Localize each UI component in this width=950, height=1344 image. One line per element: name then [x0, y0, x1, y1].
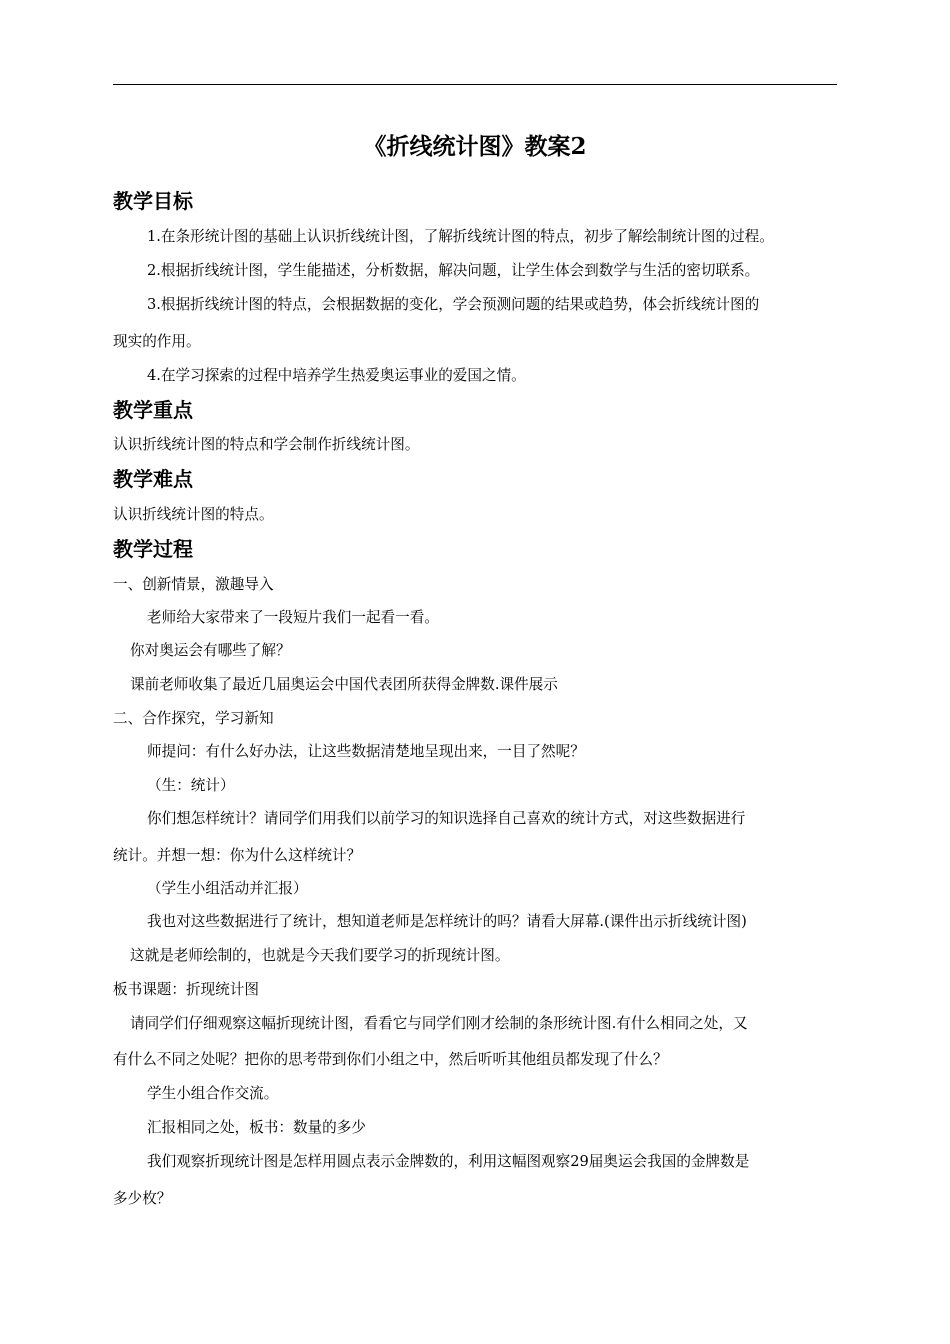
process-line: 请同学们仔细观察这幅折现统计图，看看它与同学们刚才绘制的条形统计图.有什么相同之处，又 [130, 1015, 748, 1032]
key-points-text: 认识折线统计图的特点和学会制作折线统计图。 [113, 436, 420, 453]
header-rule [113, 84, 837, 85]
document-title: 《折线统计图》教案2 [363, 133, 587, 160]
process-line: 老师给大家带来了一段短片我们一起看一看。 [147, 609, 439, 626]
process-line: 我也对这些数据进行了统计，想知道老师是怎样统计的吗？请看大屏幕.(课件出示折线统计图) [147, 913, 747, 930]
process-heading: 教学过程 [113, 537, 193, 561]
objective-item-continuation: 现实的作用。 [113, 333, 201, 350]
process-line: 课前老师收集了最近几届奥运会中国代表团所获得金牌数.课件展示 [130, 676, 558, 693]
process-line-continuation: 多少枚？ [113, 1190, 172, 1207]
process-line: 板书课题：折现统计图 [113, 981, 259, 998]
objective-item: 3.根据折线统计图的特点，会根据数据的变化，学会预测问题的结果或趋势，体会折线统计图的 [147, 296, 760, 313]
objectives-heading: 教学目标 [113, 189, 193, 213]
process-line: 汇报相同之处，板书：数量的多少 [147, 1119, 366, 1136]
process-line: 你们想怎样统计？请同学们用我们以前学习的知识选择自己喜欢的统计方式，对这些数据进行 [147, 810, 746, 827]
process-line: （生：统计） [147, 777, 235, 794]
key-points-heading: 教学重点 [113, 398, 193, 422]
process-line: 你对奥运会有哪些了解？ [130, 642, 291, 659]
process-line: 师提问：有什么好办法，让这些数据清楚地呈现出来，一目了然呢？ [147, 743, 585, 760]
objective-item: 1.在条形统计图的基础上认识折线统计图，了解折线统计图的特点，初步了解绘制统计图的过程。 [147, 228, 774, 245]
process-line: 我们观察折现统计图是怎样用圆点表示金牌数的，利用这幅图观察29届奥运会我国的金牌数是 [147, 1153, 750, 1170]
objective-item: 4.在学习探索的过程中培养学生热爱奥运事业的爱国之情。 [147, 367, 526, 384]
process-line: 这就是老师绘制的，也就是今天我们要学习的折现统计图。 [130, 947, 510, 964]
difficulties-heading: 教学难点 [113, 467, 193, 491]
process-line: （学生小组活动并汇报） [147, 880, 308, 897]
objective-item: 2.根据折线统计图，学生能描述，分析数据，解决问题，让学生体会到数学与生活的密切联系。 [147, 262, 760, 279]
difficulties-text: 认识折线统计图的特点。 [113, 506, 274, 523]
process-line: 学生小组合作交流。 [147, 1085, 279, 1102]
process-section-title: 二、合作探究，学习新知 [113, 710, 274, 727]
process-section-title: 一、创新情景，激趣导入 [113, 576, 274, 593]
process-line-continuation: 有什么不同之处呢？把你的思考带到你们小组之中，然后听听其他组员都发现了什么？ [113, 1051, 668, 1068]
process-line-continuation: 统计。并想一想：你为什么这样统计？ [113, 847, 362, 864]
